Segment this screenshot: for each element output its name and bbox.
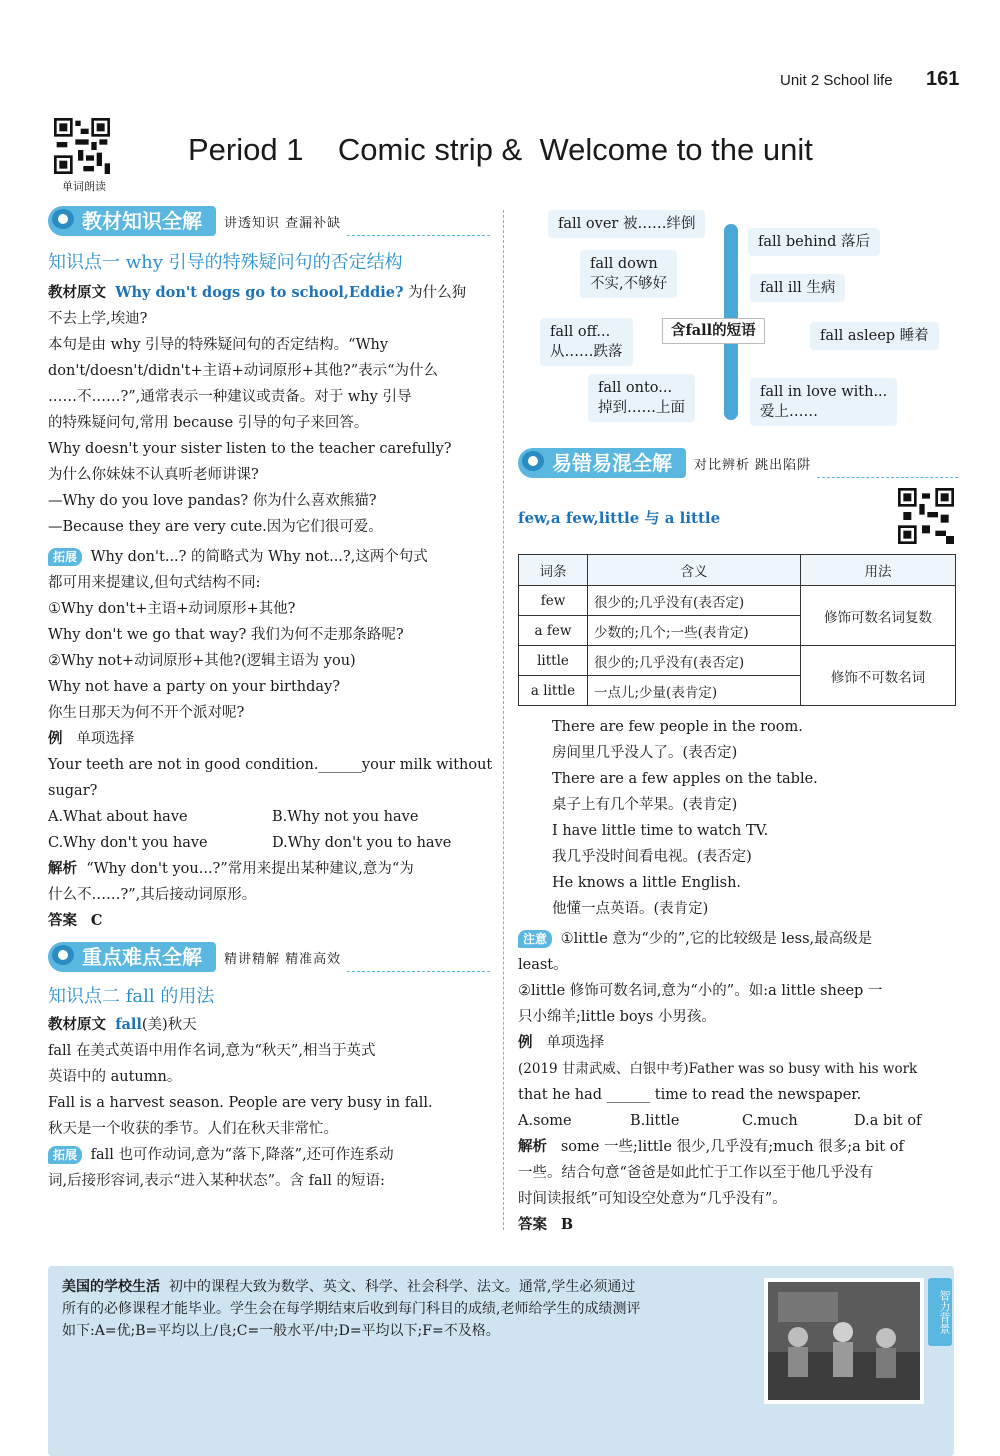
options-row [48,804,490,830]
answer-value: C [90,912,103,929]
phrase-node [750,378,897,426]
table-cell-word: a little [519,676,588,706]
page-title: Period 1 Comic strip & Welcome to the unit [188,132,813,167]
option-d: D.Why don't you to have [272,835,452,851]
phrase-zh: 爱上…… [760,404,818,420]
phrase-en: fall off... [550,324,611,340]
options-row [518,1108,958,1134]
extension-text: fall 也可作动词,意为“落下,降落”,还可作连系动 [90,1147,394,1163]
table-cell-word: few [519,586,588,616]
extension-line: Why not have a party on your birthday? [48,679,341,695]
qr-code-icon[interactable] [898,488,954,544]
explanation-line: fall 在美式英语中用作名词,意为“秋天”,相当于英式 [48,1043,376,1059]
original-sentence: Why don't dogs go to school,Eddie? [115,284,404,301]
extension-tag: 拓展 [48,548,82,566]
cloud-icon [522,451,544,471]
table-cell-meaning: 少数的;几个;一些(表肯定) [588,616,801,646]
example-type: 单项选择 [546,1035,605,1051]
question-text: Your teeth are not in good condition.______your milk without [48,757,493,773]
extension-tag: 拓展 [48,1146,82,1164]
section-confusion [518,448,958,478]
extension-text: Why don't...? 的简略式为 Why not...?,这两个句式 [90,549,428,565]
qr-label: 单词朗读 [62,180,106,193]
example-sentence: —Because they are very cute.因为它们很可爱。 [48,519,383,535]
phrase-en: fall in love with... [760,384,888,400]
example-sentence: 房间里几乎没人了。(表否定) [552,745,738,761]
example-header [518,1030,958,1056]
banner-title: 易错易混全解 [552,451,672,475]
example-sentence: 我几乎没时间看电视。(表否定) [552,849,752,865]
phrase-node [580,250,677,298]
table-cell-usage: 修饰可数名词复数 [801,586,956,646]
original-label: 教材原文 [48,284,106,301]
option-c: C.Why don't you have [48,835,208,851]
explanation-line: 不去上学,埃迪? [48,311,148,327]
table-cell-usage: 修饰不可数名词 [801,646,956,706]
background-info-text [62,1276,752,1342]
analysis-text: 一些。结合句意“爸爸是如此忙于工作以至于他几乎没有 [518,1165,874,1181]
explanation-line: don't/doesn't/didn't+主语+动词原形+其他?”表示“为什么 [48,363,439,379]
original-text [48,280,490,306]
answer [518,1212,958,1238]
phrase-node [588,374,695,422]
explanation-line: 的特殊疑问句,常用 because 引导的句子来回答。 [48,415,369,431]
option-a: A.some [518,1113,572,1129]
analysis-label: 解析 [518,1138,547,1155]
extension-line [48,544,490,570]
table-row [519,586,956,616]
section-banner [48,942,490,972]
phrase-en: fall onto... [598,380,673,396]
table-header: 含义 [588,555,801,586]
option-b: B.little [630,1113,680,1129]
phrase-zh: 掉到……上面 [598,400,685,416]
note-line: least。 [518,957,568,973]
example-sentence: There are a few apples on the table. [552,771,818,787]
option-a: A.What about have [48,809,188,825]
phrase-zh: 落后 [840,234,870,250]
topic-text: few,a few,little 与 a little [518,509,721,527]
option-c: C.much [742,1113,798,1129]
original-label: 教材原文 [48,1016,106,1033]
example-type: 单项选择 [76,731,135,747]
banner-rule [817,449,958,478]
banner-title: 重点难点全解 [82,945,202,969]
topic-title [518,507,720,528]
extension-line: 词,后接形容词,表示“进入某种状态”。含 fall 的短语: [48,1173,385,1189]
option-b: B.Why not you have [272,809,419,825]
answer-label: 答案 [518,1216,547,1233]
banner-title: 教材知识全解 [82,209,202,233]
example-sentence: He knows a little English. [552,875,742,891]
knowledge-point-title: 知识点二 fall 的用法 [48,986,215,1007]
table-cell-meaning: 很少的;几乎没有(表否定) [588,646,801,676]
explanation-line: 英语中的 autumn。 [48,1069,182,1085]
column-divider [503,210,504,1230]
classroom-photo [764,1278,924,1404]
section-banner [48,206,490,236]
example-sentence: 他懂一点英语。(表肯定) [552,901,709,917]
explanation-line: 本句是由 why 引导的特殊疑问句的否定结构。“Why [48,337,389,353]
extension-line: ②Why not+动词原形+其他?(逻辑主语为 you) [48,653,356,669]
answer-value: B [560,1216,574,1233]
phrase-node [810,322,939,350]
original-translation: 为什么狗 [408,285,467,301]
explanation-line: ……不……?”,通常表示一种建议或责备。对于 why 引导 [48,389,412,405]
analysis-text: 什么不……?”,其后接动词原形。 [48,887,257,903]
section-knowledge [48,206,493,1194]
option-d: D.a bit of [854,1113,922,1129]
extension-line [48,1142,490,1168]
extension-line: Why don't we go that way? 我们为何不走那条路呢? [48,627,404,643]
example-header [48,726,490,752]
question-text: sugar? [48,783,98,799]
knowledge-point-title: 知识点一 why 引导的特殊疑问句的否定结构 [48,252,403,273]
usage-table [518,554,956,706]
answer-label: 答案 [48,912,77,929]
original-translation: (美)秋天 [141,1017,197,1033]
note-tag: 注意 [518,930,552,948]
side-label: 智力背景 [928,1278,952,1346]
analysis [48,856,490,882]
phrase-en: fall asleep [820,328,896,344]
extension-line: 都可用来提建议,但句式结构不同: [48,575,261,591]
phrase-node [748,228,880,256]
answer [48,908,490,934]
section-banner [518,448,958,478]
example-sentence: 秋天是一个收获的季节。人们在秋天非常忙。 [48,1121,338,1137]
banner-subtitle: 精讲精解 精准高效 [224,951,342,967]
background-info-line: 所有的必修课程才能毕业。学生会在每学期结束后收到每门科目的成绩,老师给学生的成绩测评 [62,1301,641,1317]
table-cell-meaning: 很少的;几乎没有(表否定) [588,586,801,616]
original-word: fall [115,1016,142,1033]
phrase-en: fall down [590,256,658,272]
table-cell-meaning: 一点儿;少量(表肯定) [588,676,801,706]
table-cell-word: little [519,646,588,676]
classroom-photo-icon [768,1282,920,1400]
phrase-zh: 被……绊倒 [622,216,696,232]
phrase-zh: 睡着 [899,328,929,344]
table-header: 词条 [519,555,588,586]
table-row [519,646,956,676]
example-sentence: Why doesn't your sister listen to the teacher carefully? [48,441,452,457]
note-line [518,926,958,952]
banner-subtitle: 对比辨析 跳出陷阱 [694,457,812,473]
phrase-en: fall behind [758,234,837,250]
phrase-node [548,210,705,238]
phrase-zh: 生病 [806,280,836,296]
cloud-icon [52,945,74,965]
analysis-label: 解析 [48,860,77,877]
background-info-line: 初中的课程大致为数学、英文、科学、社会科学、法文。通常,学生必须通过 [168,1279,636,1295]
example-label: 例 [518,1034,533,1051]
header-unit: Unit 2 School life [780,72,893,89]
analysis-text: “Why don't you...?”常用来提出某种建议,意为“为 [86,861,414,877]
phrase-en: fall over [558,216,619,232]
table-header: 用法 [801,555,956,586]
analysis-text: some 一些;little 很少,几乎没有;much 很多;a bit of [560,1139,904,1155]
background-info-title: 美国的学校生活 [62,1279,160,1295]
phrase-zh: 从……跌落 [550,344,623,360]
table-header-row [519,555,956,586]
banner-rule [347,943,490,972]
example-label: 例 [48,730,63,747]
example-sentence: 为什么你妹妹不认真听老师讲课? [48,467,259,483]
phrase-node [750,274,845,302]
example-sentence: Fall is a harvest season. People are very busy in fall. [48,1095,433,1111]
phrase-zh: 不实,不够好 [590,276,668,292]
section-confusion-body [518,714,958,1238]
banner-rule [347,207,490,236]
example-sentence: I have little time to watch TV. [552,823,769,839]
options-row [48,830,490,856]
cloud-icon [52,209,74,229]
original-text [48,1012,490,1038]
page-number: 161 [926,68,960,90]
extension-line: ①Why don't+主语+动词原形+其他? [48,601,296,617]
extension-line: 你生日那天为何不开个派对呢? [48,705,245,721]
phrase-node [540,318,633,366]
question-text: (2019 甘肃武威、白银中考)Father was so busy with his work [518,1061,918,1077]
question-text: that he had ______ time to read the newspaper. [518,1087,862,1103]
example-sentence: 桌子上有几个苹果。(表肯定) [552,797,738,813]
analysis-text: 时间读报纸”可知设空处意为“几乎没有”。 [518,1191,787,1207]
background-info-line: 如下:A=优;B=平均以上/良;C=一般水平/中;D=平均以下;F=不及格。 [62,1323,500,1339]
mindmap-center: 含fall的短语 [662,318,765,344]
note-text: ①little 意为“少的”,它的比较级是 less,最高级是 [560,931,873,947]
table-cell-word: a few [519,616,588,646]
note-line: ②little 修饰可数名词,意为“小的”。如:a little sheep 一 [518,983,883,999]
example-sentence: —Why do you love pandas? 你为什么喜欢熊猫? [48,493,377,509]
qr-code-icon[interactable] [54,118,110,174]
banner-subtitle: 讲透知识 查漏补缺 [224,215,342,231]
example-sentence: There are few people in the room. [552,719,803,735]
note-line: 只小绵羊;little boys 小男孩。 [518,1009,716,1025]
phrase-en: fall ill [760,280,802,296]
analysis [518,1134,958,1160]
